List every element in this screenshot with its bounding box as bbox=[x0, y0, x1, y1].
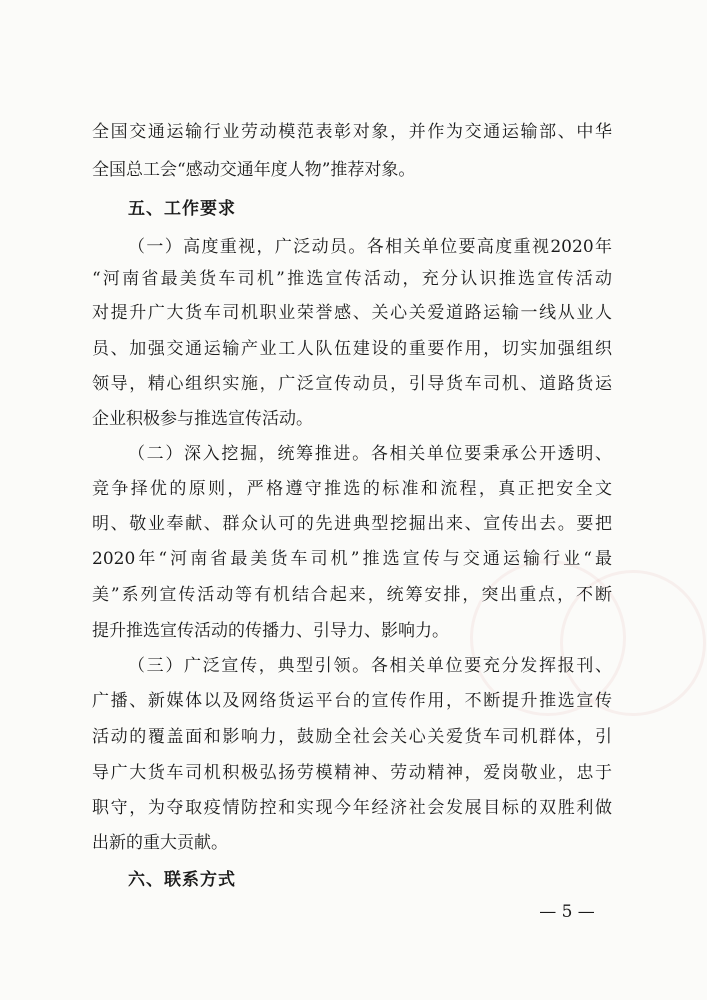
page-number: — 5 — bbox=[539, 902, 595, 922]
body-line: （一）高度重视，广泛动员。各相关单位要高度重视2020年 bbox=[128, 237, 612, 257]
body-line: 企业积极参与推选宣传活动。 bbox=[92, 409, 313, 429]
body-line: 员、加强交通运输产业工人队伍建设的重要作用，切实加强组织 bbox=[92, 339, 612, 359]
body-line: 出新的重大贡献。 bbox=[92, 833, 228, 853]
body-line: 2020年“河南省最美货车司机”推选宣传与交通运输行业“最 bbox=[92, 549, 612, 569]
body-line: “河南省最美货车司机”推选宣传活动，充分认识推选宣传活动 bbox=[92, 269, 612, 289]
body-line: 提升推选宣传活动的传播力、引导力、影响力。 bbox=[92, 621, 449, 641]
body-line: （二）深入挖掘，统筹推进。各相关单位要秉承公开透明、 bbox=[128, 444, 612, 464]
section-heading: 五、工作要求 bbox=[128, 199, 236, 219]
section-heading: 六、联系方式 bbox=[128, 870, 236, 890]
body-line: 全国交通运输行业劳动模范表彰对象，并作为交通运输部、中华 bbox=[92, 122, 612, 142]
body-line: 导广大货车司机积极弘扬劳模精神、劳动精神，爱岗敬业，忠于 bbox=[92, 763, 612, 783]
body-line: 广播、新媒体以及网络货运平台的宣传作用，不断提升推选宣传 bbox=[92, 691, 612, 711]
body-line: 领导，精心组织实施，广泛宣传动员，引导货车司机、道路货运 bbox=[92, 374, 612, 394]
body-line: 对提升广大货车司机职业荣誉感、关心关爱道路运输一线从业人 bbox=[92, 303, 612, 323]
body-line: 美”系列宣传活动等有机结合起来，统筹安排，突出重点，不断 bbox=[92, 585, 612, 605]
body-line: （三）广泛宣传，典型引领。各相关单位要充分发挥报刊、 bbox=[128, 656, 612, 676]
body-line: 全国总工会“感动交通年度人物”推荐对象。 bbox=[92, 160, 416, 180]
body-line: 职守，为夺取疫情防控和实现今年经济社会发展目标的双胜利做 bbox=[92, 798, 612, 818]
body-line: 竞争择优的原则，严格遵守推选的标准和流程，真正把安全文 bbox=[92, 479, 612, 499]
body-line: 明、敬业奉献、群众认可的先进典型挖掘出来、宣传出去。要把 bbox=[92, 514, 612, 534]
body-line: 活动的覆盖面和影响力，鼓励全社会关心关爱货车司机群体，引 bbox=[92, 727, 612, 747]
